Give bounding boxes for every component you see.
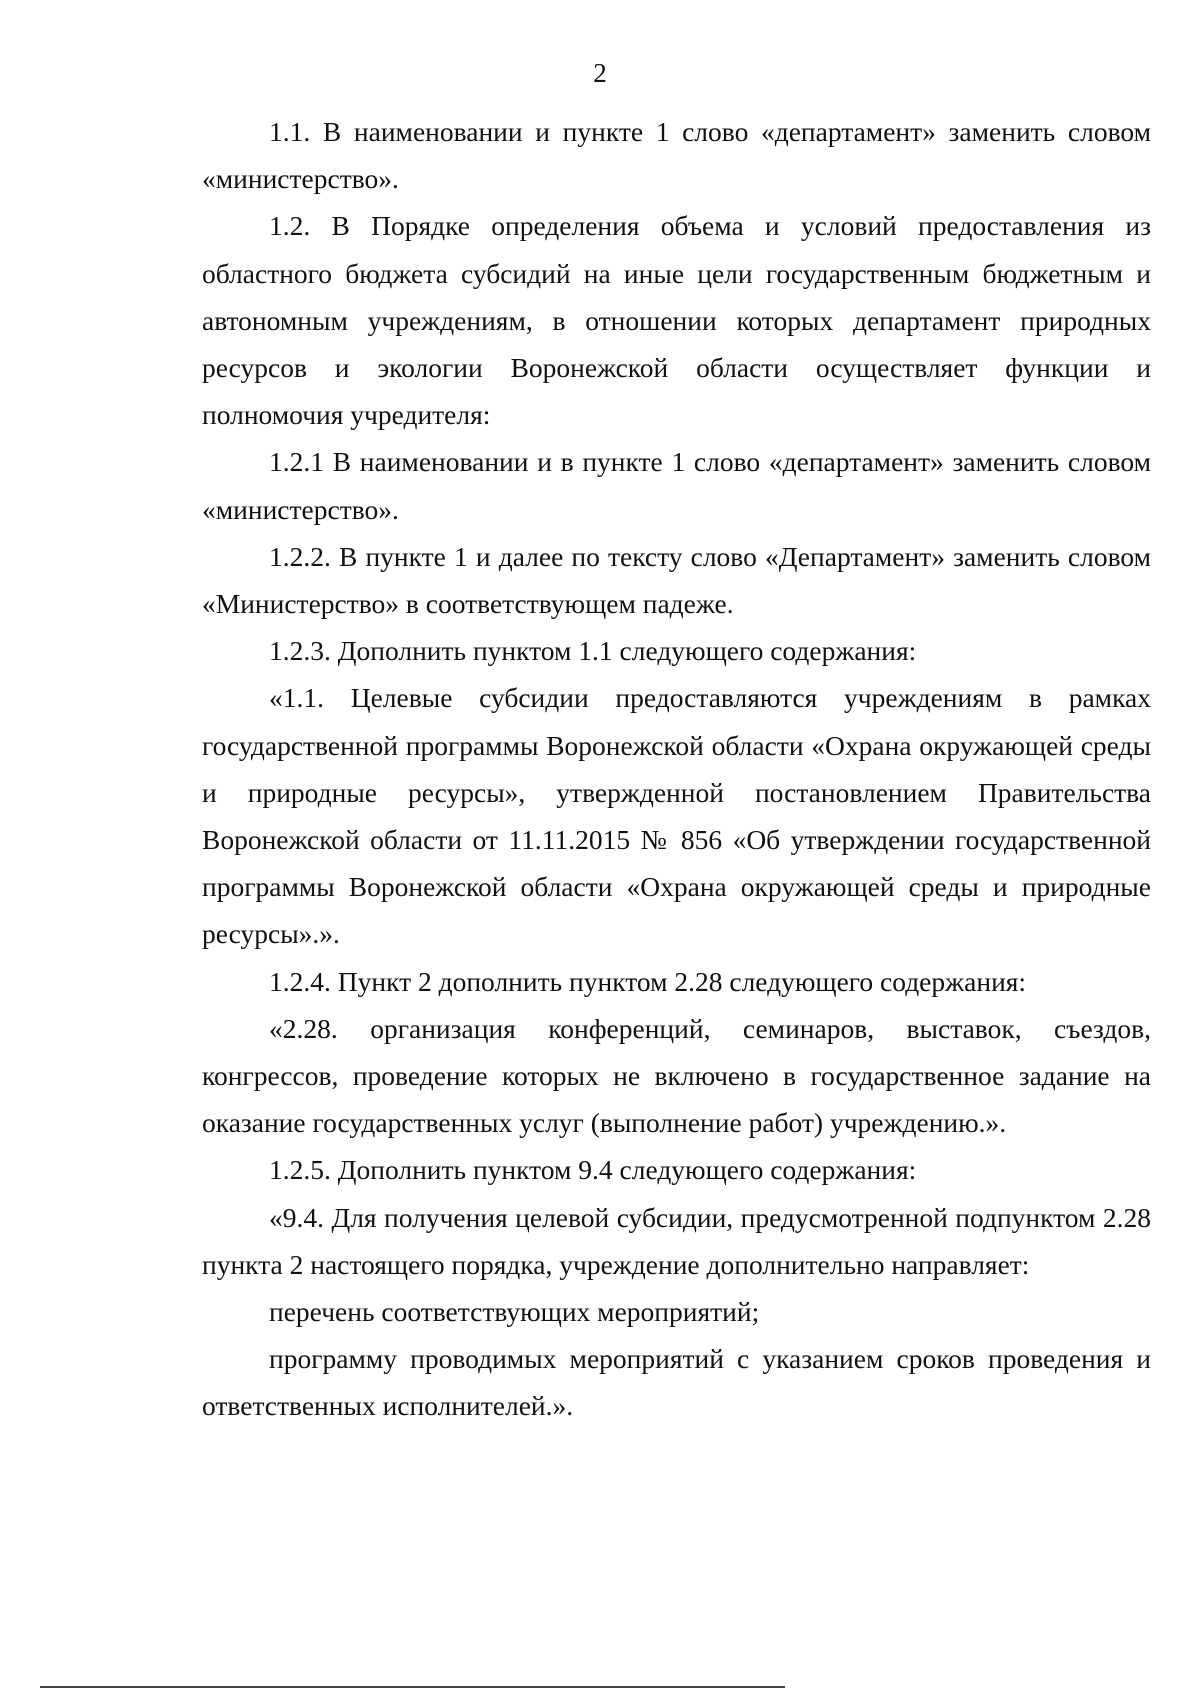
page-number: 2	[593, 58, 607, 88]
quoted-paragraph-9-4: «9.4. Для получения целевой субсидии, предусмотренной подпунктом 2.28 пункта 2 настоящего порядка, учреждение дополнительно направляет:	[202, 1201, 1151, 1280]
list-item-program: программу проводимых мероприятий с указанием сроков проведения и ответственных исполнителей.».	[202, 1343, 1151, 1422]
paragraph-1-2: 1.2. В Порядке определения объема и условий предоставления из областного бюджета субсидий на иные цели государственным бюджетным и автономным учреждениям, в отношении которых департамент природных ресурсов и экологии Воронежской области осуществляет функции и полномочия учредителя:	[202, 210, 1151, 431]
paragraph-1-2-1: 1.2.1 В наименовании и в пункте 1 слово «департамент» заменить словом «министерство».	[202, 446, 1151, 525]
scan-edge-line	[40, 1686, 785, 1688]
quoted-paragraph-2-28: «2.28. организация конференций, семинаров, выставок, съездов, конгрессов, проведение которых не включено в государственное задание на оказание государственных услуг (выполнение работ) учреждению.».	[202, 1012, 1151, 1139]
paragraph-1-2-3: 1.2.3. Дополнить пунктом 1.1 следующего содержания:	[269, 635, 917, 667]
list-item-events: перечень соответствующих мероприятий;	[269, 1296, 760, 1328]
paragraph-1-2-2: 1.2.2. В пункте 1 и далее по тексту слово «Департамент» заменить словом «Министерство» в соответствующем падеже.	[202, 540, 1151, 620]
quoted-paragraph-1-1: «1.1. Целевые субсидии предоставляются учреждениям в рамках государственной программы Воронежской области «Охрана окружающей среды и природные ресурсы», утвержденной постановлением Правительства Воронежской области от 11.11.2015 № 856 «Об утверждении государственной программы Воронежской области «Охрана окружающей среды и природные ресурсы».».	[202, 682, 1151, 950]
paragraph-1-2-4: 1.2.4. Пункт 2 дополнить пунктом 2.28 следующего содержания:	[269, 965, 1027, 997]
paragraph-1-1: 1.1. В наименовании и пункте 1 слово «департамент» заменить словом «министерство».	[202, 116, 1151, 195]
document-body	[202, 108, 1151, 1430]
paragraph-1-2-5: 1.2.5. Дополнить пунктом 9.4 следующего содержания:	[269, 1154, 917, 1186]
